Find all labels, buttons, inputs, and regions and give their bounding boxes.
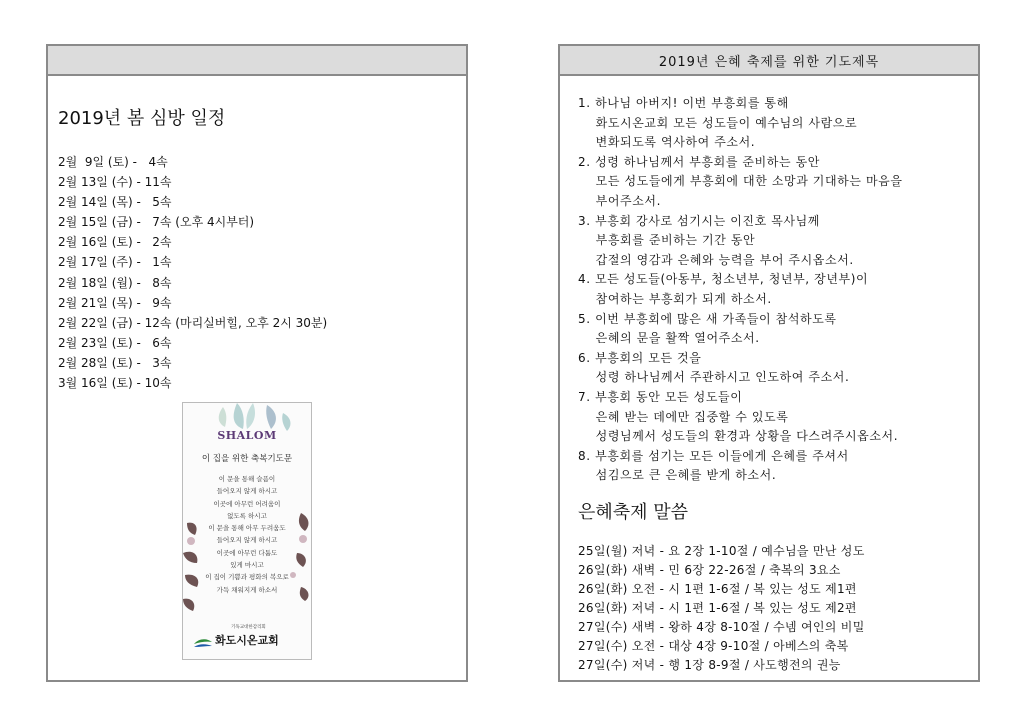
left-panel-header [48,46,466,76]
prayer-line: 5. 이번 부흥회에 많은 새 가족들이 참석하도록 [578,311,837,326]
prayer-line: 7. 부흥회 동안 모든 성도들이 [578,389,743,404]
sermon-item: 27일(수) 오전 - 대상 4장 9-10절 / 아베스의 축복 [578,639,849,653]
card-prayer-line: 있게 마시고 [230,561,264,570]
card-prayer-line: 이곳에 아무런 어려움이 [213,499,281,508]
prayer-line: 참여하는 부흥회가 되게 하소서. [578,291,772,306]
prayer-line: 섬김으로 큰 은혜를 받게 하소서. [578,468,777,483]
prayer-line: 성령님께서 성도들의 환경과 상황을 다스려주시옵소서. [578,429,899,444]
card-prayer-line: 이 문을 통해 아무 두려움도 [208,524,286,533]
prayer-topics-header: 2019년 은혜 축제를 위한 기도제목 [560,46,978,76]
shalom-title: SHALOM [217,429,277,442]
card-title: 이 집을 위한 축복기도문 [201,454,293,464]
prayer-line: 은혜 받는 데에만 집중할 수 있도록 [578,409,789,424]
church-logo-icon [193,631,213,651]
prayer-line: 4. 모든 성도들(아동부, 청소년부, 청년부, 장년부)이 [578,272,869,287]
schedule-item: 2월 22일 (금) - 12속 (마리실버힐, 오후 2시 30분) [58,315,328,330]
card-prayer-text [183,473,311,596]
card-prayer-line: 이 문을 통해 슬픔이 [218,475,276,483]
schedule-item: 2월 18일 (월) - 8속 [58,275,172,290]
prayer-line: 모든 성도들에게 부흥회에 대한 소망과 기대하는 마음을 [578,174,903,189]
sermon-item: 27일(수) 새벽 - 왕하 4장 8-10절 / 수넴 여인의 비밀 [578,620,865,634]
sermon-item: 27일(수) 저녁 - 행 1장 8-9절 / 사도행전의 권능 [578,658,841,672]
card-prayer-line: 들어오지 않게 하시고 [216,487,278,496]
prayer-line: 은혜의 문을 활짝 열어주소서. [578,331,760,346]
visitation-schedule-list [58,152,327,393]
sermon-item: 25일(월) 저녁 - 요 2장 1-10절 / 예수님을 만난 성도 [578,544,865,558]
prayer-line: 성령 하나님께서 주관하시고 인도하여 주소서. [578,370,850,385]
festival-sermons-heading: 은혜축제 말씀 [578,502,689,523]
schedule-item: 2월 14일 (목) - 5속 [58,195,172,210]
card-prayer-line: 이곳에 아무런 다툼도 [216,548,278,557]
prayer-line: 8. 부흥회를 섬기는 모든 이들에게 은혜를 주셔서 [578,448,849,463]
sermon-item: 26일(화) 오전 - 시 1편 1-6절 / 복 있는 성도 제1편 [578,582,857,596]
schedule-item: 2월 21일 (목) - 9속 [58,295,172,310]
schedule-item: 3월 16일 (토) - 10속 [58,376,172,391]
prayer-line: 변화되도록 역사하여 주소서. [578,135,756,150]
prayer-line: 1. 하나님 아버지! 이번 부흥회를 통해 [578,96,789,110]
schedule-item: 2월 28일 (토) - 3속 [58,355,172,370]
visitation-schedule-heading: 2019년 봄 심방 일정 [58,108,226,129]
right-page-panel [558,44,980,682]
prayer-line: 화도시온교회 모든 성도들이 예수님의 사람으로 [578,115,858,130]
prayer-line: 갑절의 영감과 은혜와 능력을 부어 주시옵소서. [578,252,854,267]
denomination-label: 기독교대한감리회 [231,625,266,630]
prayer-line: 2. 성령 하나님께서 부흥회를 준비하는 동안 [578,154,820,169]
sermon-item: 26일(화) 저녁 - 시 1편 1-6절 / 복 있는 성도 제2편 [578,601,857,615]
schedule-item: 2월 17일 (주) - 1속 [58,255,172,270]
card-prayer-line: 없도록 하시고 [227,511,267,520]
schedule-item: 2월 16일 (토) - 2속 [58,235,172,250]
card-prayer-line: 들어오지 않게 하시고 [216,536,278,545]
left-page-panel [46,44,468,682]
schedule-item: 2월 13일 (수) - 11속 [58,175,172,190]
card-prayer-line: 가득 채워지게 하소서 [216,585,278,594]
prayer-line: 6. 부흥회의 모든 것을 [578,350,702,365]
sermon-item: 26일(화) 새벽 - 민 6장 22-26절 / 축복의 3요소 [578,563,841,577]
prayer-line: 3. 부흥회 강사로 섬기시는 이진호 목사님께 [578,213,820,228]
church-name: 화도시온교회 [215,634,279,647]
sermon-schedule-list [578,542,865,675]
schedule-item: 2월 9일 (토) - 4속 [58,155,168,169]
prayer-line: 부어주소서. [578,193,662,208]
schedule-item: 2월 15일 (금) - 7속 (오후 4시부터) [58,215,255,230]
schedule-item: 2월 23일 (토) - 6속 [58,335,172,350]
house-blessing-card [182,402,312,660]
card-prayer-line: 이 집이 기쁨과 평화의 복으로 [205,573,289,582]
prayer-line: 부흥회를 준비하는 기간 동안 [578,233,756,248]
prayer-topics-list [578,94,903,486]
